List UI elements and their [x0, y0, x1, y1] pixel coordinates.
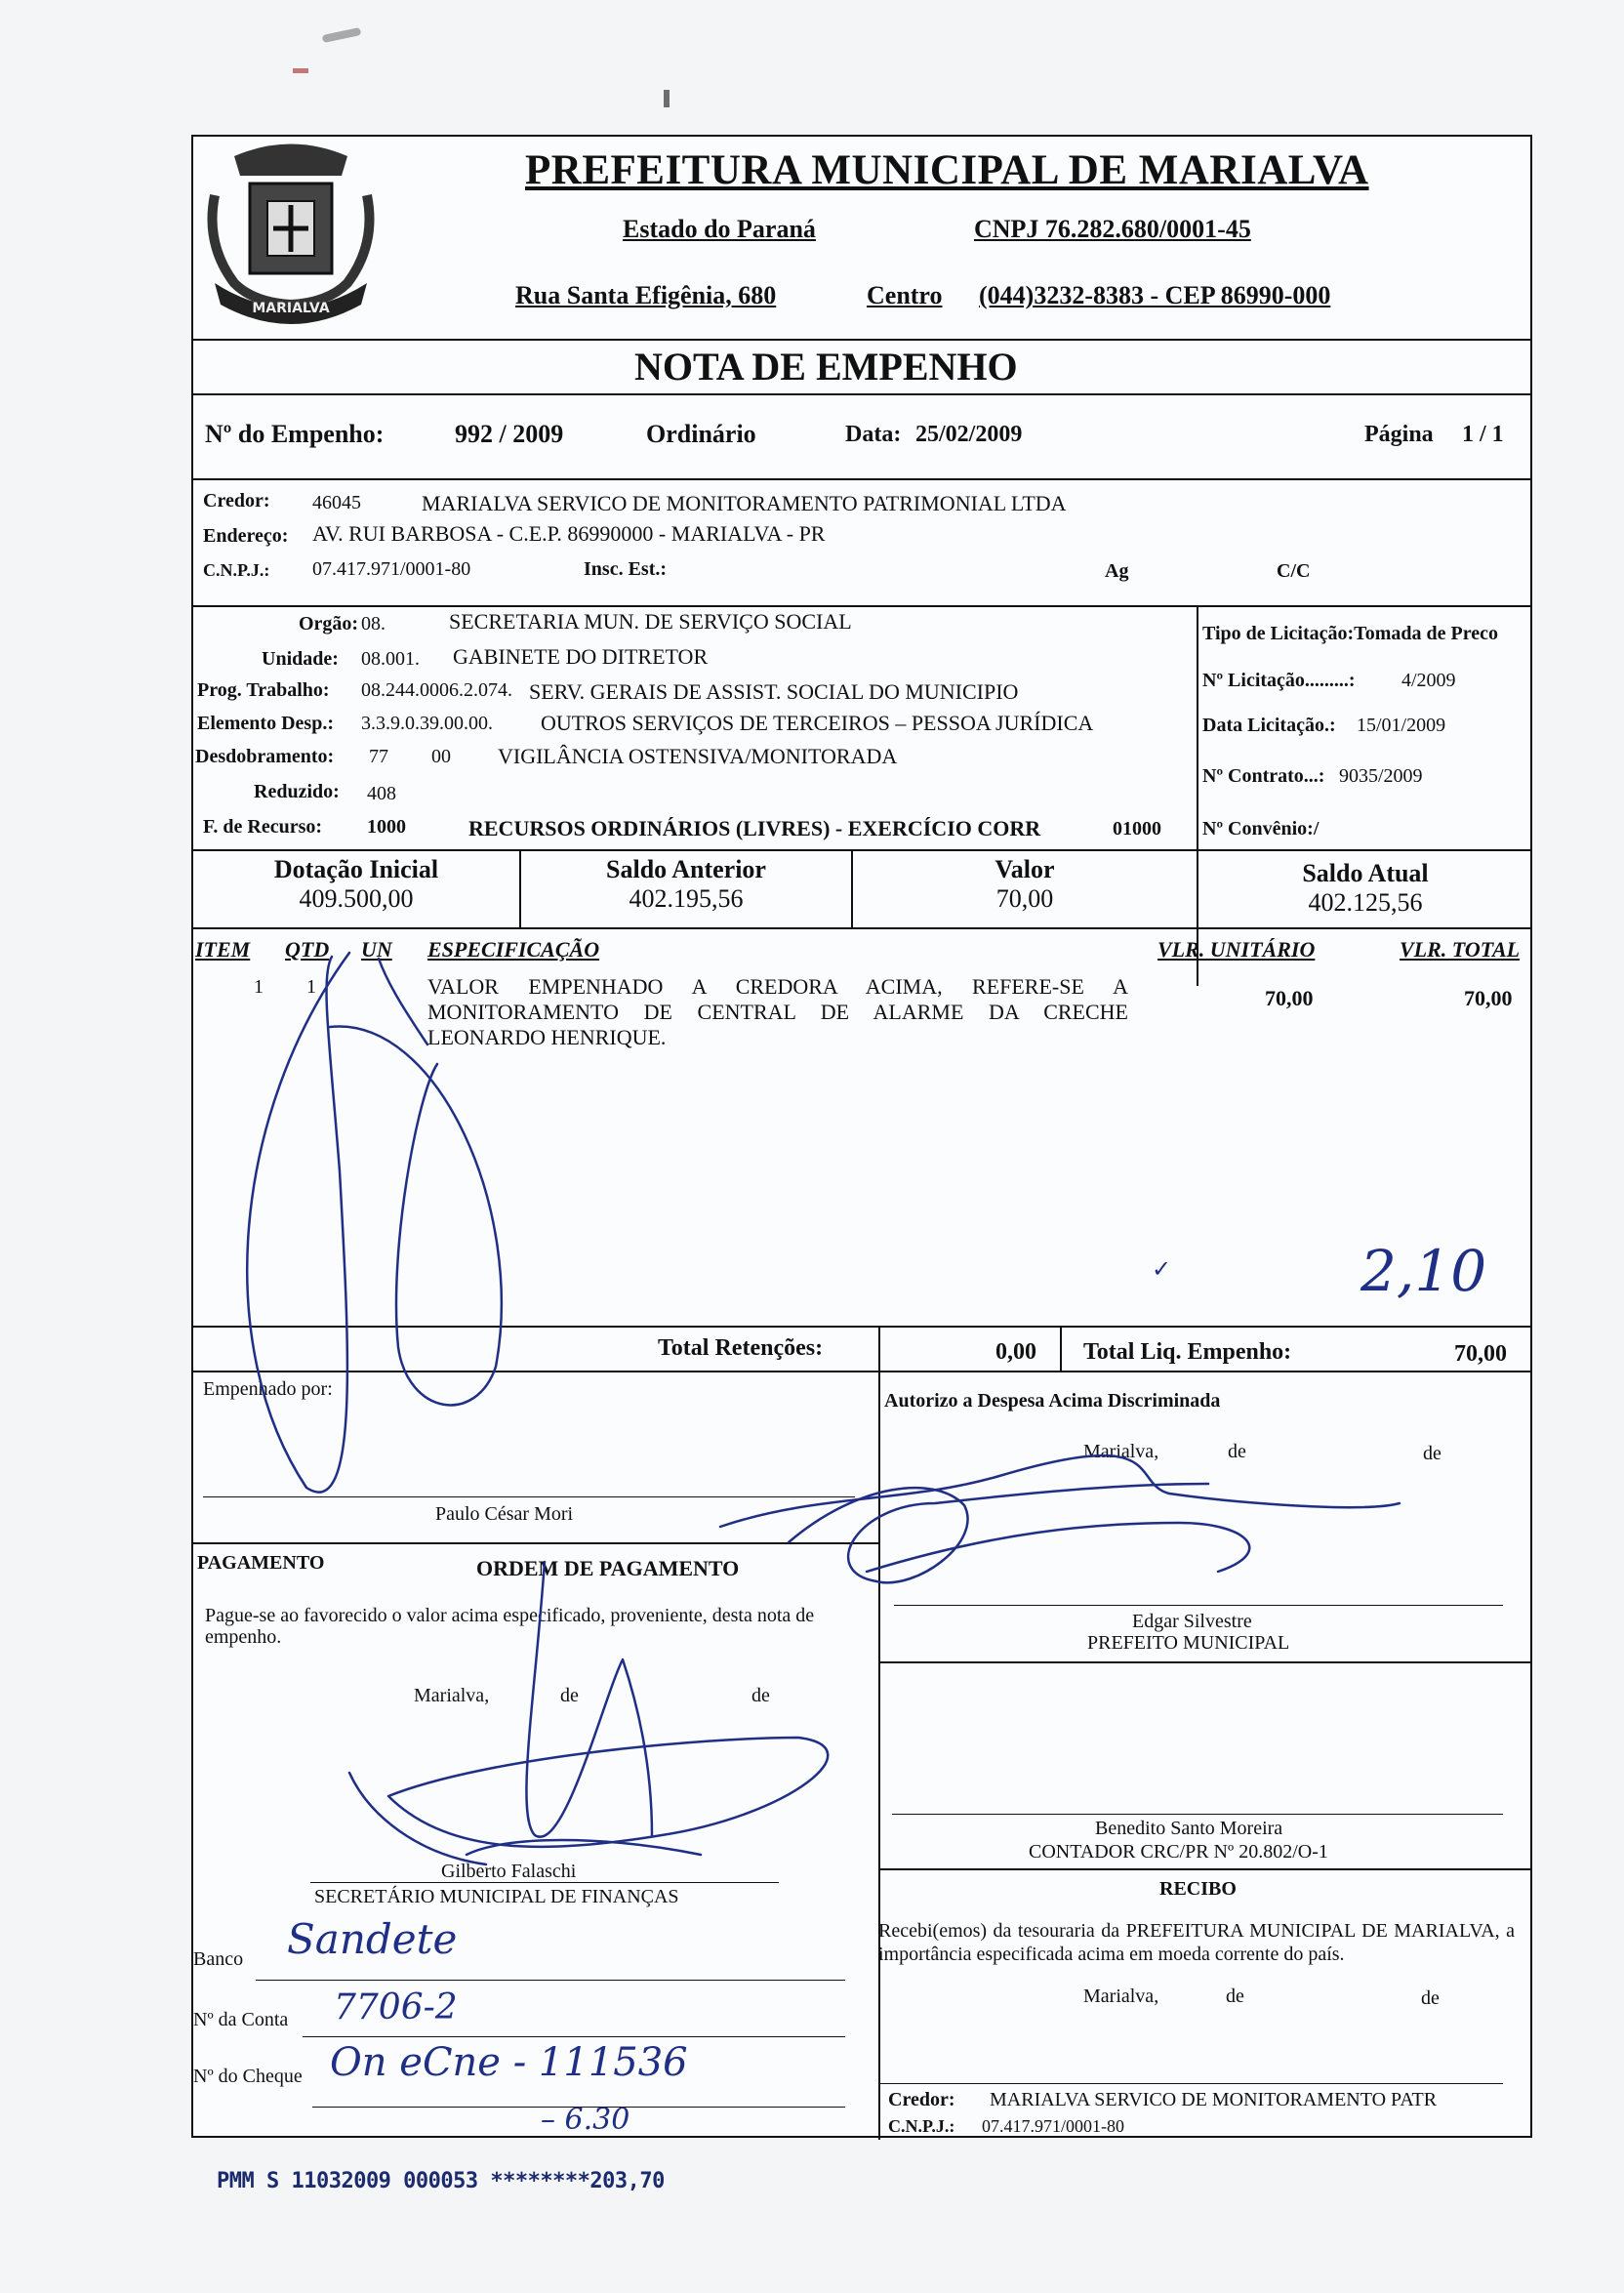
recibo-de-1: de: [1226, 1986, 1244, 2007]
desdobramento-label: Desdobramento:: [195, 746, 335, 767]
scan-mark: [664, 90, 670, 107]
item-unit-price: 70,00: [1265, 986, 1314, 1010]
desdobramento-sub: 00: [431, 746, 451, 767]
reduzido-value: 408: [367, 783, 396, 804]
pagamento-de-1: de: [560, 1685, 579, 1706]
recurso-label: F. de Recurso:: [203, 816, 323, 838]
recibo-title: RECIBO: [1159, 1878, 1237, 1900]
retencoes-value: 0,00: [995, 1339, 1036, 1365]
dotacao-value: 409.500,00: [299, 884, 414, 913]
saldo-anterior-value: 402.195,56: [629, 884, 744, 913]
credor-label: Credor:: [203, 490, 270, 512]
ordem-pagamento-title: ORDEM DE PAGAMENTO: [476, 1556, 740, 1580]
autorizo-place: Marialva,: [1083, 1441, 1159, 1462]
pagamento-text: Pague-se ao favorecido o valor acima especificado, proveniente, desta nota de empenho.: [205, 1605, 815, 1648]
scan-mark: [322, 27, 362, 43]
unidade-label: Unidade:: [262, 648, 339, 670]
prefeito-name: Edgar Silvestre: [1132, 1611, 1252, 1632]
prog-trabalho-name: SERV. GERAIS DE ASSIST. SOCIAL DO MUNICIPIO: [529, 679, 1019, 704]
recibo-credor: MARIALVA SERVICO DE MONITORAMENTO PATR: [990, 2089, 1438, 2110]
pagamento-title: PAGAMENTO: [197, 1552, 325, 1574]
autorizo-de-1: de: [1228, 1441, 1246, 1462]
page-number: 1 / 1: [1462, 422, 1504, 447]
nota-de-empenho-form: [191, 135, 1532, 2138]
cheque-handwritten: On eCne - 111536: [330, 2040, 688, 2085]
handwritten-margin-note: 2,10: [1360, 1238, 1487, 1304]
page-label: Página: [1364, 422, 1434, 447]
conta-handwritten: 7706-2: [334, 1987, 458, 2027]
checkmark-icon: ✓: [1152, 1257, 1172, 1283]
empenho-number: 992 / 2009: [455, 420, 564, 448]
cnpj-label: C.N.P.J.:: [203, 560, 270, 580]
conta-label: Nº da Conta: [193, 2009, 289, 2030]
pagamento-signer-name: Gilberto Falaschi: [441, 1861, 577, 1882]
empenho-date: 25/02/2009: [915, 422, 1023, 447]
cheque-label: Nº do Cheque: [193, 2066, 303, 2087]
recurso-code2: 01000: [1113, 818, 1161, 839]
liq-empenho-value: 70,00: [1454, 1341, 1507, 1367]
licitacao-date-label: Data Licitação.:: [1202, 715, 1336, 736]
ag-label: Ag: [1105, 560, 1129, 582]
autorizo-de-2: de: [1423, 1443, 1441, 1464]
reduzido-label: Reduzido:: [254, 781, 340, 802]
item-spec-line: VALOR EMPENHADO A CREDORA ACIMA, REFERE-SE A: [427, 974, 1128, 999]
col-unit-price-header: VLR. UNITÁRIO: [1157, 937, 1316, 962]
banco-handwritten: Sandete: [287, 1915, 458, 1963]
header-state: Estado do Paraná: [623, 215, 816, 243]
prog-trabalho-label: Prog. Trabalho:: [197, 679, 330, 701]
liq-empenho-label: Total Liq. Empenho:: [1083, 1339, 1292, 1365]
col-total-header: VLR. TOTAL: [1400, 937, 1521, 962]
dotacao-label: Dotação Inicial: [273, 855, 439, 883]
scan-mark: [293, 68, 308, 73]
insc-est-label: Insc. Est.:: [584, 558, 668, 580]
orgao-label: Orgão:: [299, 613, 359, 635]
signature-strokes: [193, 137, 1532, 2138]
unidade-code: 08.001.: [361, 648, 420, 670]
saldo-atual-value: 402.125,56: [1308, 888, 1423, 917]
contrato-label: Nº Contrato...:: [1202, 765, 1325, 787]
contador-role: CONTADOR CRC/PR Nº 20.802/O-1: [1029, 1841, 1328, 1863]
col-item-header: ITEM: [195, 937, 251, 962]
col-un-header: UN: [361, 937, 392, 962]
empenho-date-label: Data:: [845, 422, 902, 447]
document-title: NOTA DE EMPENHO: [634, 345, 1018, 389]
orgao-name: SECRETARIA MUN. DE SERVIÇO SOCIAL: [449, 609, 852, 634]
pagamento-place: Marialva,: [414, 1685, 490, 1706]
credor-code: 46045: [312, 492, 361, 513]
desdobramento-code: 77: [369, 746, 388, 767]
autorizo-title: Autorizo a Despesa Acima Discriminada: [884, 1390, 1221, 1412]
pagamento-de-2: de: [751, 1685, 770, 1706]
retencoes-label: Total Retenções:: [658, 1335, 824, 1361]
pagamento-signer-role: SECRETÁRIO MUNICIPAL DE FINANÇAS: [314, 1886, 679, 1907]
banco-label: Banco: [193, 1948, 244, 1970]
seal-lettering: MARIALVA: [252, 301, 330, 316]
credor-name: MARIALVA SERVICO DE MONITORAMENTO PATRIMONIAL LTDA: [422, 491, 1067, 515]
empenho-type: Ordinário: [646, 420, 756, 448]
valor-label: Valor: [995, 855, 1055, 883]
licitacao-date: 15/01/2009: [1357, 715, 1446, 736]
unidade-name: GABINETE DO DITRETOR: [453, 644, 709, 669]
licitacao-number-label: Nº Licitação.........:: [1202, 670, 1356, 691]
header-district: Centro: [867, 281, 943, 309]
endereco: AV. RUI BARBOSA - C.E.P. 86990000 - MARIALVA - PR: [312, 521, 826, 546]
recibo-text: Recebi(emos) da tesouraria da PREFEITURA MUNICIPAL DE MARIALVA, a importância especificada acima em moeda corrente do país.: [878, 1920, 1515, 1965]
col-qtd-header: QTD: [285, 937, 330, 962]
recibo-de-2: de: [1421, 1987, 1440, 2009]
valor-value: 70,00: [995, 884, 1054, 913]
recibo-place: Marialva,: [1083, 1986, 1159, 2007]
item-total: 70,00: [1464, 986, 1513, 1010]
empenho-number-label: Nº do Empenho:: [205, 420, 385, 448]
desdobramento-name: VIGILÂNCIA OSTENSIVA/MONITORADA: [498, 744, 898, 768]
recurso-code: 1000: [367, 816, 406, 838]
licitacao-number: 4/2009: [1401, 670, 1456, 691]
contrato-number: 9035/2009: [1339, 765, 1423, 787]
col-spec-header: ESPECIFICAÇÃO: [427, 937, 600, 962]
header-street: Rua Santa Efigênia, 680: [515, 281, 777, 309]
item-qtd: 1: [306, 976, 316, 998]
saldo-anterior-label: Saldo Anterior: [606, 855, 766, 883]
convenio-label: Nº Convênio:/: [1202, 818, 1320, 839]
orgao-code: 08.: [361, 613, 386, 635]
empenhado-name: Paulo César Mori: [435, 1503, 574, 1525]
page-title: PREFEITURA MUNICIPAL DE MARIALVA: [525, 147, 1369, 193]
item-spec-line: LEONARDO HENRIQUE.: [427, 1025, 667, 1049]
endereco-label: Endereço:: [203, 525, 289, 547]
cheque-handwritten-value: – 6.30: [541, 2103, 630, 2137]
saldo-atual-label: Saldo Atual: [1302, 859, 1429, 887]
tipo-licitacao: Tipo de Licitação:Tomada de Preco: [1202, 623, 1498, 644]
contador-name: Benedito Santo Moreira: [1095, 1818, 1283, 1839]
item-spec-line: MONITORAMENTO DE CENTRAL DE ALARME DA CRECHE: [427, 1000, 1128, 1024]
processing-stamp: PMM S 11032009 000053 ********203,70: [217, 2169, 665, 2193]
prefeito-role: PREFEITO MUNICIPAL: [1087, 1632, 1290, 1654]
header-cnpj: CNPJ 76.282.680/0001-45: [974, 215, 1251, 243]
prog-trabalho-code: 08.244.0006.2.074.: [361, 679, 512, 701]
header-phone-cep: (044)3232-8383 - CEP 86990-000: [979, 281, 1331, 309]
cnpj-value: 07.417.971/0001-80: [312, 558, 471, 580]
cc-label: C/C: [1277, 560, 1311, 582]
empenhado-por-label: Empenhado por:: [203, 1378, 333, 1400]
elemento-label: Elemento Desp.:: [197, 713, 334, 734]
item-number: 1: [254, 976, 264, 998]
elemento-code: 3.3.9.0.39.00.00.: [361, 713, 493, 734]
recibo-credor-label: Credor:: [888, 2089, 955, 2110]
recibo-cnpj: 07.417.971/0001-80: [982, 2116, 1124, 2136]
recibo-cnpj-label: C.N.P.J.:: [888, 2116, 955, 2136]
recurso-name: RECURSOS ORDINÁRIOS (LIVRES) - EXERCÍCIO CORR: [468, 816, 1041, 840]
elemento-name: OUTROS SERVIÇOS DE TERCEIROS – PESSOA JURÍDICA: [541, 711, 1094, 735]
